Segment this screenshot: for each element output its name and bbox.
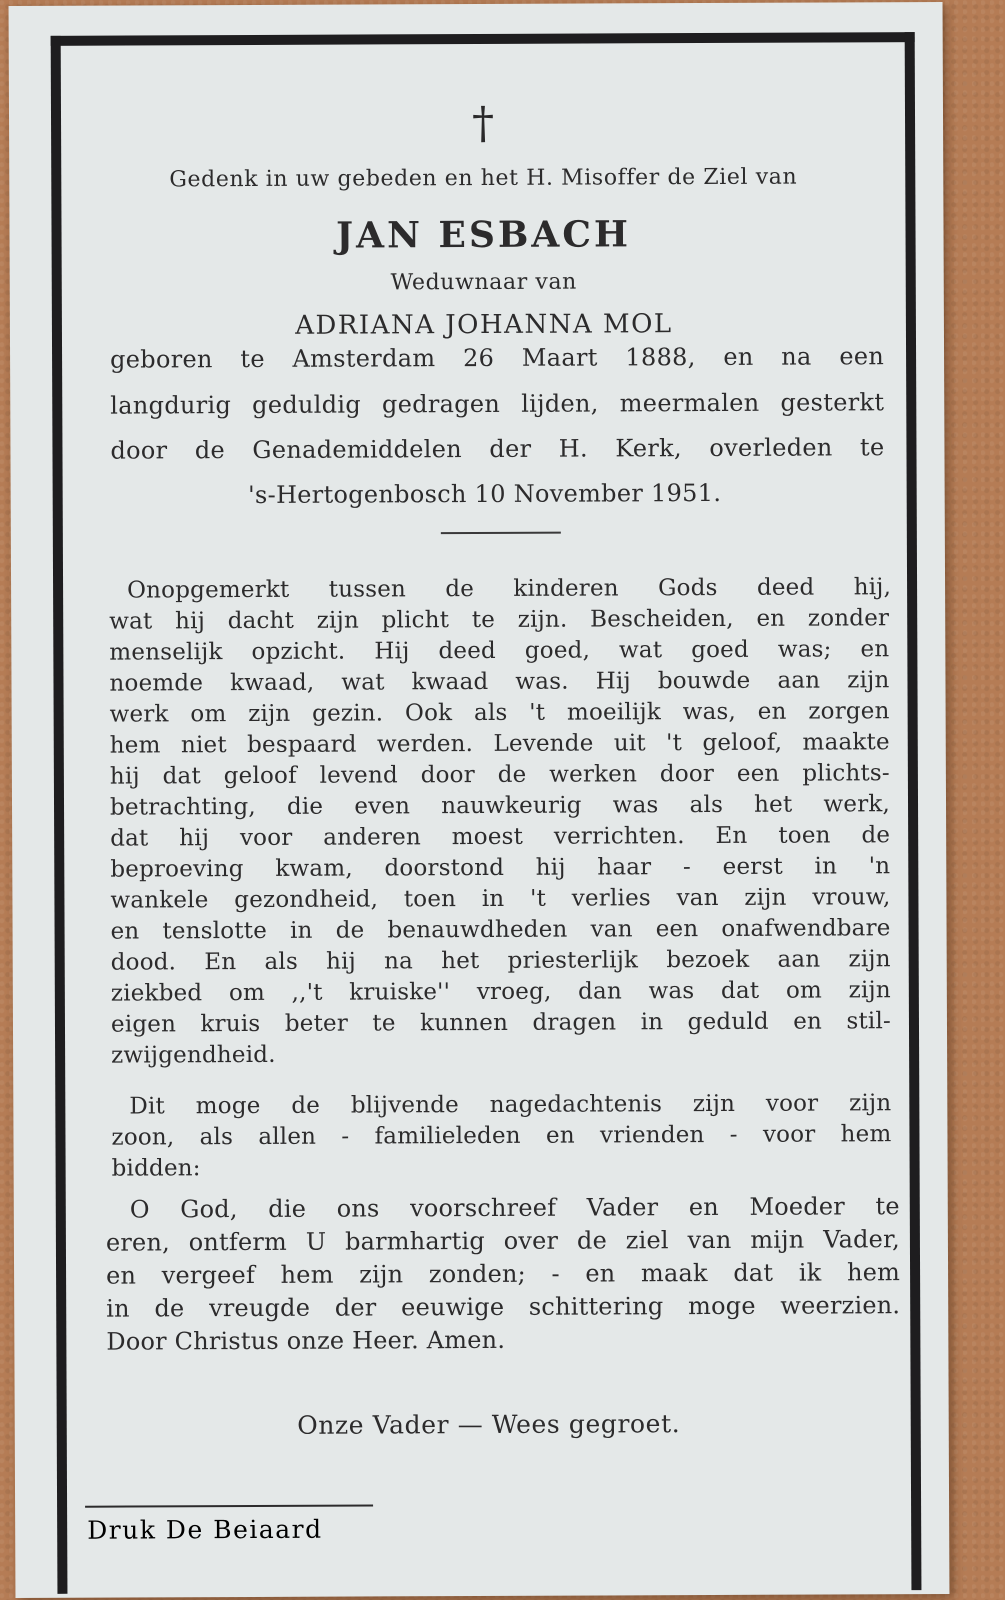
memorial-card bbox=[9, 2, 950, 1598]
black-border-frame bbox=[51, 32, 922, 1594]
paragraph1-line: werk om zijn gezin. Ook als 't moeilijk was, en zorgen bbox=[109, 698, 890, 728]
paragraph1-line: wat hij dacht zijn plicht te zijn. Bescheiden, en zonder bbox=[109, 605, 890, 635]
paragraph1-line: menselijk opzicht. Hij deed goed, wat goed was; en bbox=[109, 636, 890, 666]
paragraph2-line: zoon, als allen - familieleden en vrienden - voor hem bbox=[111, 1121, 892, 1151]
bio-line: langdurig geduldig gedragen lijden, meermalen gesterkt bbox=[110, 388, 885, 420]
paragraph1-line: wankele gezondheid, toen in 't verlies van zijn vrouw, bbox=[110, 884, 891, 914]
paragraph2-line: Dit moge de blijvende nagedachtenis zijn voor zijn bbox=[129, 1090, 892, 1120]
paragraph1-line: en tenslotte in de benauwdheden van een onafwendbare bbox=[110, 915, 891, 945]
widow-of-line: Weduwnaar van bbox=[390, 269, 577, 296]
paragraph1-line: hij dat geloof levend door de werken door een plichts- bbox=[109, 760, 890, 790]
prayer-line: O God, die ons voorschreef Vader en Moeder te bbox=[129, 1192, 900, 1224]
paragraph1-line: Onopgemerkt tussen de kinderen Gods deed hij, bbox=[127, 574, 892, 604]
card-content bbox=[61, 42, 912, 1594]
paragraph1-line: eigen kruis beter te kunnen dragen in geduld en stil- bbox=[110, 1008, 892, 1038]
intro-line: Gedenk in uw gebeden en het H. Misoffer de Ziel van bbox=[169, 164, 798, 193]
paragraph2-line: bidden: bbox=[111, 1155, 201, 1182]
printer-credit: Druk De Beiaard bbox=[87, 1514, 323, 1545]
divider bbox=[441, 532, 561, 535]
paragraph1-line: betrachting, die even nauwkeurig was als het werk, bbox=[109, 791, 891, 821]
deceased-name: JAN ESBACH bbox=[336, 213, 632, 257]
paragraph1-line: dood. En als hij na het priesterlijk bezoek aan zijn bbox=[110, 946, 891, 976]
bio-line: geboren te Amsterdam 26 Maart 1888, en na een bbox=[110, 342, 885, 374]
paragraph1-line: hem niet bespaard werden. Levende uit 't geloof, maakte bbox=[109, 729, 890, 759]
prayer-line: in de vreugde der eeuwige schittering moge weerzien. bbox=[106, 1291, 901, 1323]
bio-line: door de Genademiddelen der H. Kerk, overleden te bbox=[110, 433, 885, 465]
spouse-name: ADRIANA JOHANNA MOL bbox=[295, 309, 673, 341]
prayer-line: eren, ontferm U barmhartig over de ziel van mijn Vader, bbox=[105, 1225, 900, 1257]
closing-prayers: Onze Vader — Wees gegroet. bbox=[297, 1409, 681, 1440]
paragraph1-line: dat hij voor anderen moest verrichten. En toen de bbox=[110, 822, 891, 852]
bio-line: 's-Hertogenbosch 10 November 1951. bbox=[248, 478, 722, 510]
paragraph1-line: zwijgendheid. bbox=[111, 1041, 276, 1069]
paragraph1-line: beproeving kwam, doorstond hij haar - eerst in 'n bbox=[110, 853, 891, 883]
paragraph1-line: noemde kwaad, wat kwaad was. Hij bouwde aan zijn bbox=[109, 667, 890, 697]
prayer-line: Door Christus onze Heer. Amen. bbox=[106, 1325, 506, 1356]
cross-icon: † bbox=[471, 97, 495, 150]
prayer-line: en vergeef hem zijn zonden; - en maak dat ik hem bbox=[106, 1258, 901, 1290]
paragraph1-line: ziekbed om ,,'t kruiske'' vroeg, dan was dat om zijn bbox=[110, 977, 891, 1007]
